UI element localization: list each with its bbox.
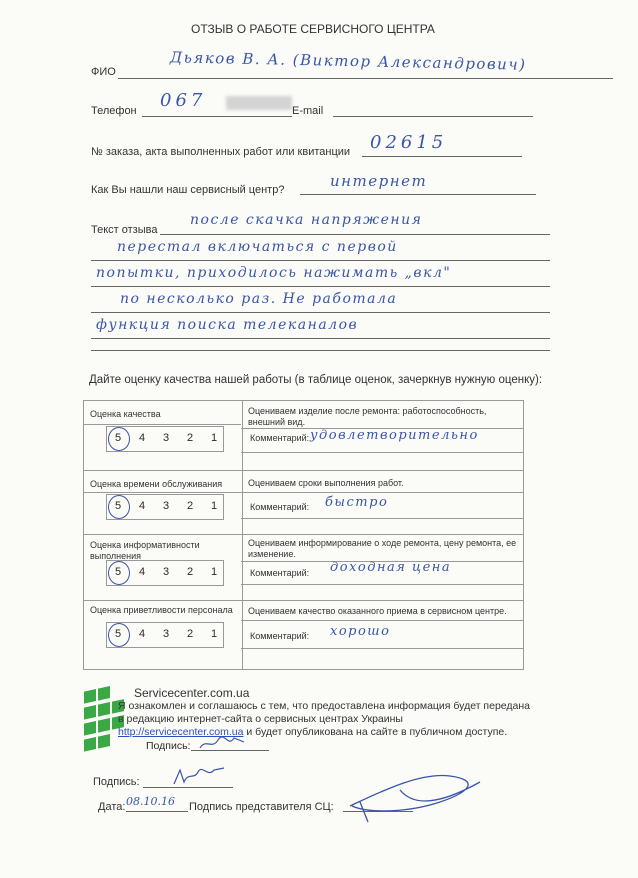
found-value[interactable]: интернет bbox=[330, 172, 428, 190]
email-label: E-mail bbox=[292, 105, 324, 117]
consent-sign-label: Подпись: bbox=[146, 740, 191, 752]
review-line: попытки, приходилось нажимать „вкл" bbox=[96, 265, 452, 281]
score-2[interactable]: 2 bbox=[186, 628, 194, 640]
score-4[interactable]: 4 bbox=[138, 566, 146, 578]
score-4[interactable]: 4 bbox=[138, 432, 146, 444]
row2-comment-label: Комментарий: bbox=[250, 502, 310, 512]
selected-score-ring bbox=[108, 561, 130, 585]
score-5[interactable]: 5 bbox=[114, 628, 122, 640]
row1-comment-label: Комментарий: bbox=[250, 433, 310, 443]
order-label: № заказа, акта выполненных работ или квитанции bbox=[91, 146, 351, 158]
phone-label: Телефон bbox=[91, 105, 137, 117]
row2-left: Оценка времени обслуживания bbox=[90, 479, 223, 489]
selected-score-ring bbox=[108, 623, 130, 647]
score-4[interactable]: 4 bbox=[138, 628, 146, 640]
row4-comment-label: Комментарий: bbox=[250, 631, 310, 641]
score-3[interactable]: 3 bbox=[162, 628, 170, 640]
score-4[interactable]: 4 bbox=[138, 500, 146, 512]
row1-comment: удовлетворительно bbox=[310, 428, 479, 443]
row1-left: Оценка качества bbox=[90, 409, 161, 419]
review-line: перестал включаться с первой bbox=[117, 239, 398, 255]
consent-signature bbox=[198, 734, 248, 752]
site-link[interactable]: http://servicecenter.com.ua bbox=[118, 726, 244, 738]
score-1[interactable]: 1 bbox=[210, 432, 218, 444]
footer-sign-label: Подпись: bbox=[93, 776, 140, 788]
score-3[interactable]: 3 bbox=[162, 432, 170, 444]
review-label: Текст отзыва bbox=[91, 224, 158, 236]
review-line: функция поиска телеканалов bbox=[96, 317, 359, 333]
row1-right: Оцениваем изделие после ремонта: работоспособность, внешний вид. bbox=[248, 406, 487, 427]
row4-comment: хорошо bbox=[330, 624, 391, 639]
site-name: Servicecenter.com.ua bbox=[134, 686, 250, 700]
score-3[interactable]: 3 bbox=[162, 500, 170, 512]
rating-instruction: Дайте оценку качества нашей работы (в таблице оценок, зачеркнув нужную оценку): bbox=[89, 374, 543, 386]
row2-right: Оцениваем сроки выполнения работ. bbox=[248, 478, 404, 488]
date-value: 08.10.16 bbox=[126, 795, 175, 808]
score-5[interactable]: 5 bbox=[114, 566, 122, 578]
row4-right: Оцениваем качество оказанного приема в сервисном центре. bbox=[248, 606, 507, 616]
fio-value[interactable]: Дьяков В. А. (Виктор Александрович) bbox=[169, 48, 527, 74]
representative-signature bbox=[340, 762, 490, 832]
score-5[interactable]: 5 bbox=[114, 432, 122, 444]
phone-value[interactable]: 067 bbox=[160, 90, 207, 111]
score-1[interactable]: 1 bbox=[210, 566, 218, 578]
document-title: ОТЗЫВ О РАБОТЕ СЕРВИСНОГО ЦЕНТРА bbox=[191, 22, 435, 36]
score-1[interactable]: 1 bbox=[210, 500, 218, 512]
client-signature bbox=[170, 764, 230, 788]
found-label: Как Вы нашли наш сервисный центр? bbox=[91, 184, 285, 196]
selected-score-ring bbox=[108, 427, 130, 451]
fio-label: ФИО bbox=[91, 66, 116, 78]
date-label: Дата: bbox=[98, 801, 126, 813]
score-3[interactable]: 3 bbox=[162, 566, 170, 578]
score-2[interactable]: 2 bbox=[186, 566, 194, 578]
score-1[interactable]: 1 bbox=[210, 628, 218, 640]
selected-score-ring bbox=[108, 495, 130, 519]
consent-text: Я ознакомлен и соглашаюсь с тем, что предоставлена информация будет передана в редакцию интернет-сайта о сервисных центрах Украины http://servicecenter.com.ua и будет опубликована на сайте в публичном доступе. bbox=[118, 700, 530, 738]
score-2[interactable]: 2 bbox=[186, 500, 194, 512]
row3-left: Оценка информативности выполнения bbox=[90, 540, 200, 561]
row3-comment-label: Комментарий: bbox=[250, 568, 310, 578]
score-5[interactable]: 5 bbox=[114, 500, 122, 512]
review-line: по несколько раз. Не работала bbox=[120, 291, 398, 307]
row3-right: Оцениваем информирование о ходе ремонта, цену ремонта, ее изменение. bbox=[248, 538, 517, 559]
row3-comment: доходная цена bbox=[330, 560, 452, 575]
row4-left: Оценка приветливости персонала bbox=[90, 605, 233, 615]
review-line: после скачка напряжения bbox=[190, 212, 423, 228]
row2-comment: быстро bbox=[325, 495, 389, 510]
rep-sign-label: Подпись представителя СЦ: bbox=[189, 801, 334, 813]
score-2[interactable]: 2 bbox=[186, 432, 194, 444]
order-value[interactable]: 02615 bbox=[370, 132, 448, 153]
phone-redaction bbox=[226, 96, 292, 110]
